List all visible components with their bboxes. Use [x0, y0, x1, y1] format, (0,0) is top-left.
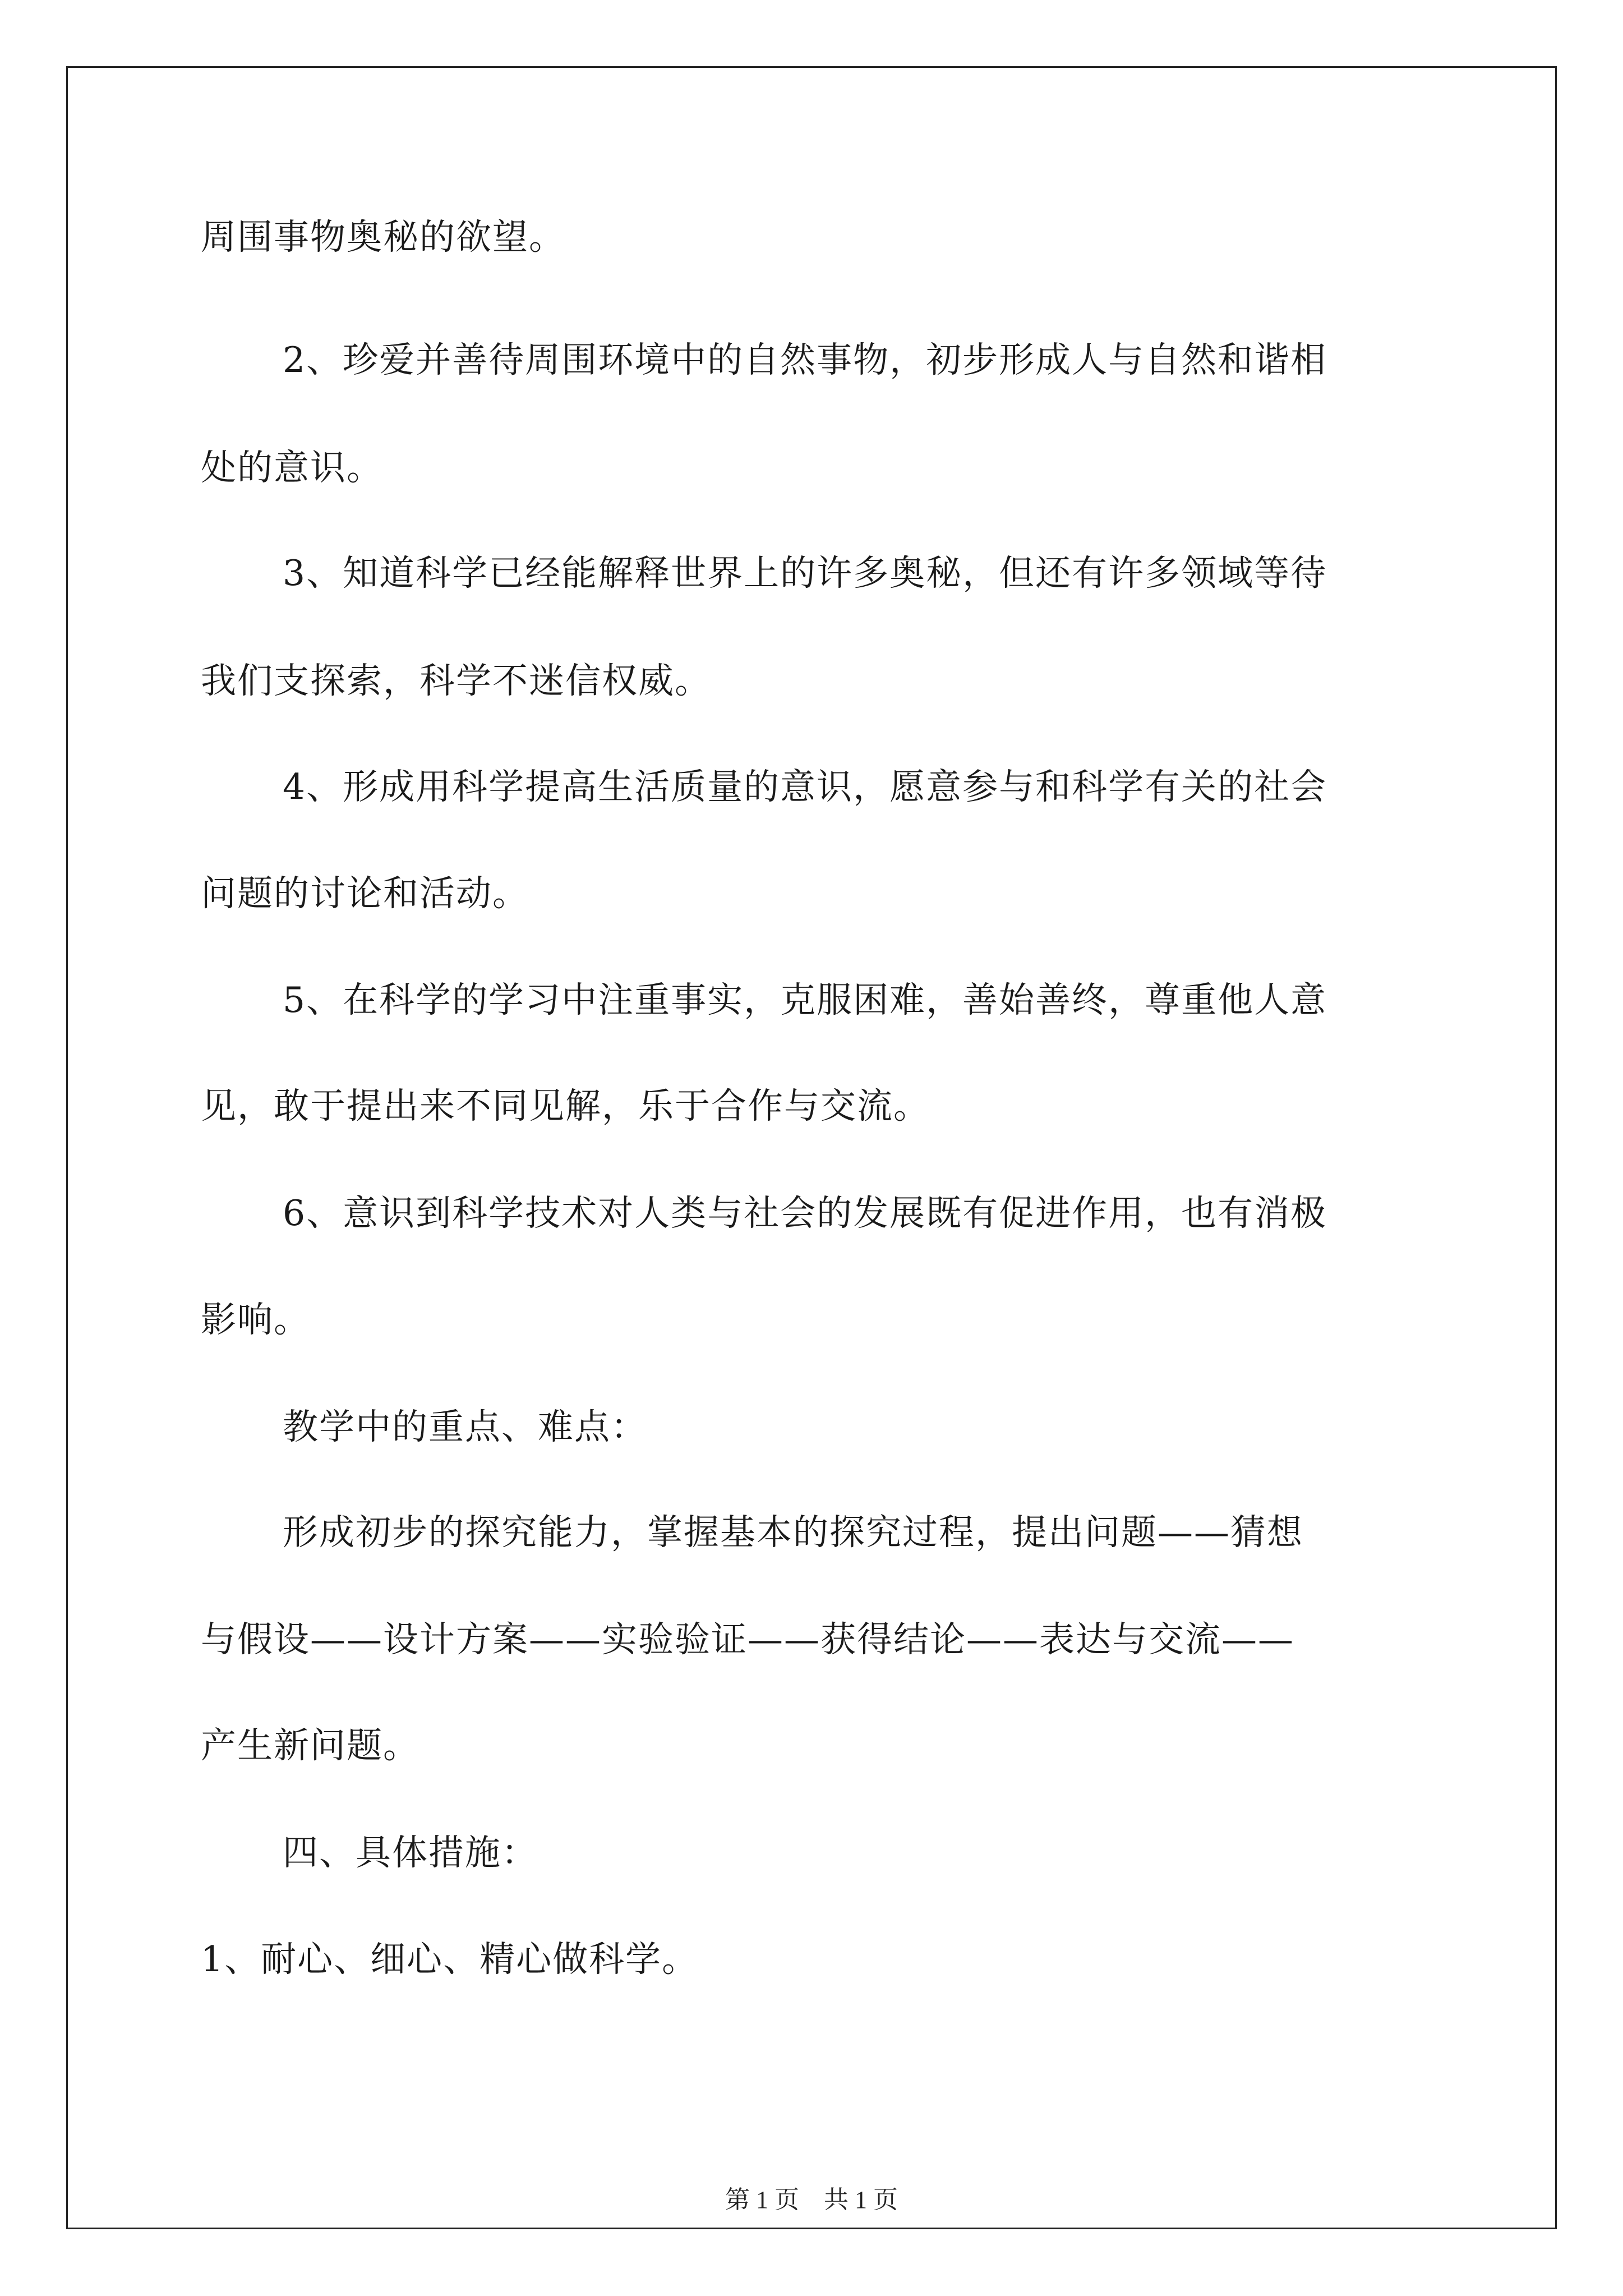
text-line: 周围事物奥秘的欲望。 [201, 217, 565, 257]
text-line: 形成初步的探究能力，掌握基本的探究过程，提出问题——猜想 [283, 1512, 1303, 1553]
page-number-footer: 第 1 页 共 1 页 [725, 2186, 898, 2214]
text-line: 我们支探索，科学不迷信权威。 [201, 660, 711, 701]
text-line: 与假设——设计方案——实验验证——获得结论——表达与交流—— [201, 1619, 1294, 1660]
text-line: 影响。 [201, 1299, 310, 1340]
text-line: 5、在科学的学习中注重事实，克服困难，善始善终，尊重他人意 [283, 979, 1327, 1020]
text-line: 3、知道科学已经能解释世界上的许多奥秘，但还有许多领域等待 [283, 553, 1327, 593]
text-line: 4、形成用科学提高生活质量的意识，愿意参与和科学有关的社会 [283, 766, 1327, 807]
text-line: 处的意识。 [201, 447, 383, 488]
text-line: 见，敢于提出来不同见解，乐于合作与交流。 [201, 1085, 930, 1126]
text-line: 产生新问题。 [201, 1725, 419, 1766]
text-line: 2、珍爱并善待周围环境中的自然事物，初步形成人与自然和谐相 [283, 339, 1327, 380]
page-border [66, 66, 1557, 2229]
text-line: 6、意识到科学技术对人类与社会的发展既有促进作用，也有消极 [283, 1193, 1327, 1234]
text-line: 教学中的重点、难点： [283, 1406, 647, 1447]
text-line: 1、耐心、细心、精心做科学。 [201, 1939, 699, 1980]
text-line: 四、具体措施： [283, 1832, 538, 1873]
text-line: 问题的讨论和活动。 [201, 873, 529, 914]
